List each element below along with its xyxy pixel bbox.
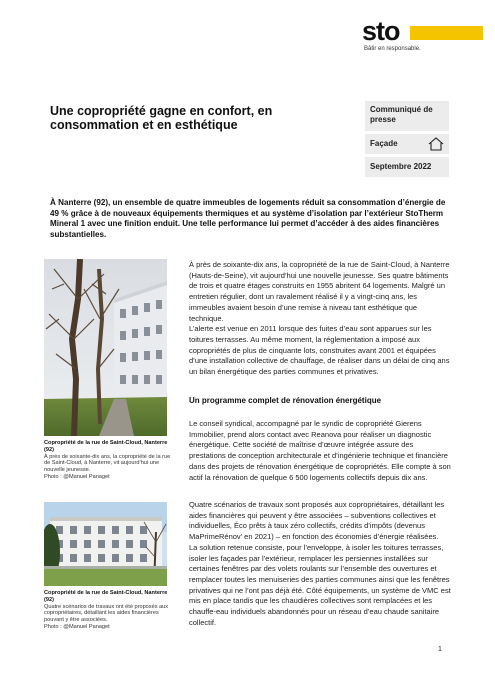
logo-accent-bar xyxy=(410,26,483,40)
body-section-2 xyxy=(189,419,451,483)
photo-caption-1 xyxy=(44,440,172,481)
brand-tagline: Bâtir en responsable. xyxy=(364,46,421,52)
press-category-label: Façade xyxy=(370,139,398,148)
caption-credit: Photo : @Manuel Panaget xyxy=(44,623,110,630)
body-section-1 xyxy=(189,260,451,378)
body-paragraph: Le conseil syndical, accompagné par le syndic de copropriété Gierens Immobilier, prend alors contact avec Reanova pour réaliser un diagnostic énergétique. Cette société de maîtrise d’œuvre intégrée assure des prestations de conception architecturale et d’ingénierie technique et financière dans des projets de rénovation énergétique de copropriétés. Elle compte à son actif la rénovation de quelque 6 500 logements collectifs depuis dix ans. xyxy=(189,419,451,482)
page-number: 1 xyxy=(438,646,442,653)
body-paragraph: Quatre scénarios de travaux sont proposés aux copropriétaires, détaillant les aides financières qui peuvent y être associées – subventions collectives et individuelles, Éco prêts à taux zéro collectifs, crédits d’impôts (devenus MaPrimeRénov’ en 2021) – en fonction des économies d’énergie réalisées. xyxy=(189,500,445,542)
building-photo-2 xyxy=(44,502,167,586)
building-photo-1 xyxy=(44,259,167,436)
caption-text: Quatre scénarios de travaux ont été proposés aux copropriétaires, détaillant les aides financières pouvant y être associées. xyxy=(44,603,169,624)
section-heading: Un programme complet de rénovation énergétique xyxy=(189,396,382,405)
caption-title: Copropriété de la rue de Saint-Cloud, Nanterre (92) xyxy=(44,590,168,603)
caption-credit: Photo : @Manuel Panaget xyxy=(44,473,110,480)
press-type: Communiqué de presse xyxy=(365,101,449,131)
photo-caption-2 xyxy=(44,590,172,631)
logo-wordmark: sto xyxy=(362,16,400,46)
caption-title: Copropriété de la rue de Saint-Cloud, Nanterre (92) xyxy=(44,440,168,453)
press-category xyxy=(365,134,449,154)
press-info-box xyxy=(365,101,449,180)
page-title: Une copropriété gagne en confort, en consommation et en esthétique xyxy=(50,104,273,132)
brand-logo xyxy=(362,16,452,52)
caption-text: À près de soixante-dix ans, la copropriété de la rue de Saint-Cloud, à Nanterre, vit aujourd’hui une nouvelle jeunesse. xyxy=(44,453,171,474)
body-paragraph: À près de soixante-dix ans, la copropriété de la rue de Saint-Cloud, à Nanterre (Hauts-de-Seine), vit aujourd’hui une nouvelle jeunesse. Ses quatre bâtiments de trois et quatre étages construits en 1955 abritent 64 logements. Malgré un entretien régulier, dont un ravalement réalisé il y a vingt-cinq ans, les immeubles avaient besoin d’une remise à niveau tant esthétique que technique. xyxy=(189,260,450,323)
press-date: Septembre 2022 xyxy=(365,157,449,177)
body-section-3 xyxy=(189,500,451,628)
lead-paragraph: À Nanterre (92), un ensemble de quatre immeubles de logements réduit sa consommation d’énergie de 49 % grâce à de nouveaux équipements thermiques et au système d’isolation par l’extérieur StoTherm Mineral 1 avec une finition enduit. Une telle performance lui permet d’accéder à des aides financières substantielles. xyxy=(50,198,446,239)
house-icon xyxy=(428,137,444,151)
body-paragraph: L’alerte est venue en 2011 lorsque des fuites d’eau sont apparues sur les toitures terrasses. Au même moment, la réglementation a imposé aux copropriétés de plus de cinquante lots, construites avant 2001 et équipées d’une installation collective de chauffage, de réaliser dans un délai de cinq ans un bilan énergétique des parties communes et privatives. xyxy=(189,324,450,377)
body-paragraph: La solution retenue consiste, pour l’enveloppe, à isoler les toitures terrasses, isoler les façades par l’extérieur, remplacer les persiennes installées sur certaines fenêtres par des volets roulants sur l’ensemble des ouvertures et remplacer toutes les menuiseries des parties communes ainsi que les fenêtres privatives qui ne l’ont pas déjà été. Côté équipements, un système de VMC est mis en place tandis que les chaudières collectives sont remplacées et les chauffe-eau individuels abandonnés pour un réseau d’eau chaude sanitaire collectif. xyxy=(189,542,451,627)
